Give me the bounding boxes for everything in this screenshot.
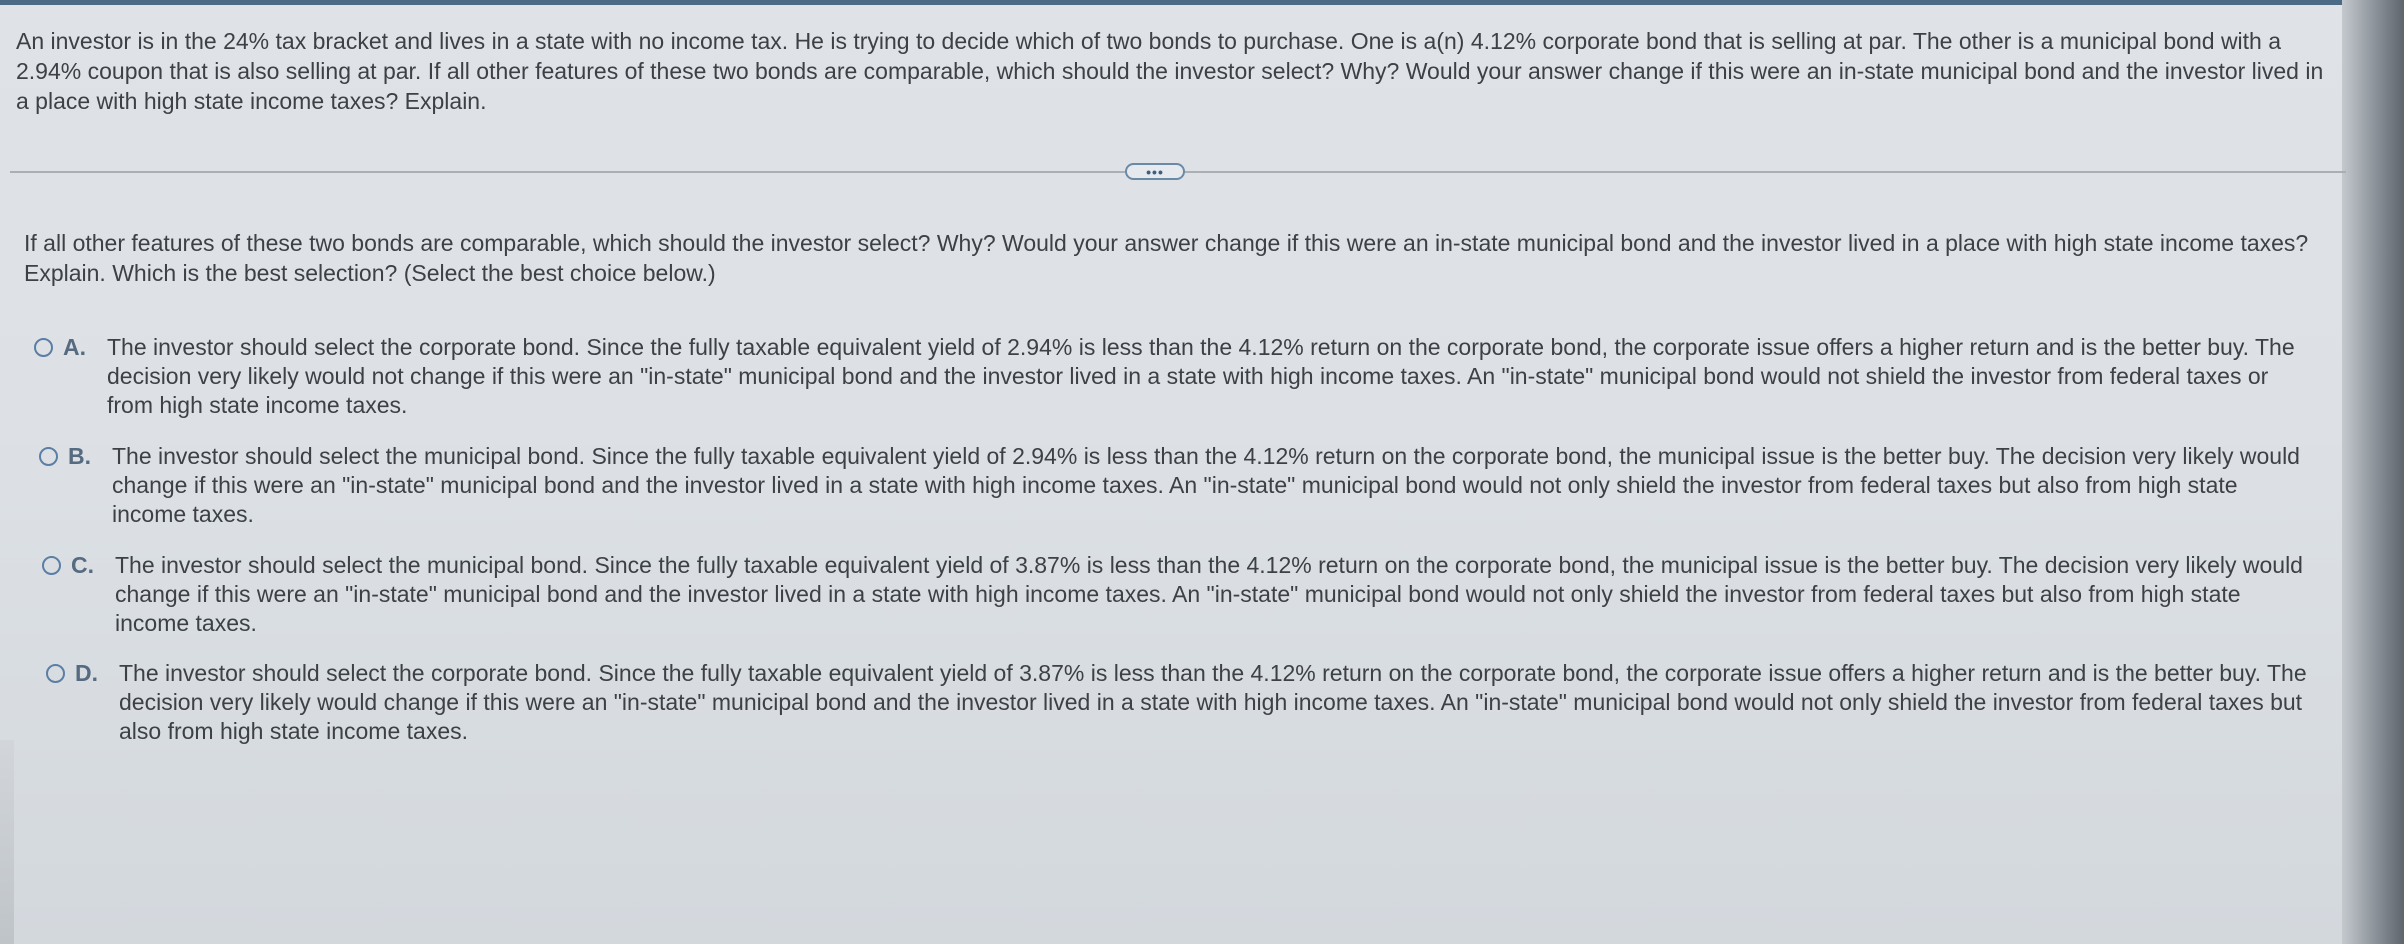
option-letter: C.: [71, 552, 94, 578]
radio-unselected-icon[interactable]: [39, 447, 58, 466]
answer-option-d[interactable]: [46, 659, 2316, 746]
radio-unselected-icon[interactable]: [46, 664, 65, 683]
option-text[interactable]: The investor should select the corporate bond. Since the fully taxable equivalent yield of 2.94% is less than the 4.12% return on the corporate bond, the corporate issue offers a higher return and is the better buy. The decision very likely would not change if this were an "in-state" municipal bond and the investor lived in a state with high income taxes. An "in-state" municipal bond would not shield the investor from federal taxes or from high state income taxes.: [107, 334, 2295, 418]
option-letter: D.: [75, 660, 98, 686]
option-text[interactable]: The investor should select the municipal bond. Since the fully taxable equivalent yield of 3.87% is less than the 4.12% return on the corporate bond, the municipal issue is the better buy. The decision very likely would change if this were an "in-state" municipal bond and the investor lived in a state with high income taxes. An "in-state" municipal bond would not only shield the investor from federal taxes but also from high state income taxes.: [115, 552, 2303, 636]
radio-unselected-icon[interactable]: [42, 556, 61, 575]
top-accent-bar: [0, 0, 2404, 5]
answer-option-a[interactable]: [34, 333, 2304, 420]
screen-edge-left: [0, 740, 14, 944]
option-letter: A.: [63, 334, 86, 360]
question-text: An investor is in the 24% tax bracket and lives in a state with no income tax. He is trying to decide which of two bonds to purchase. One is a(n) 4.12% corporate bond that is selling at par. The other is a municipal bond with a 2.94% coupon that is also selling at par. If all other features of these two bonds are comparable, which should the investor select? Why? Would your answer change if this were an in-state municipal bond and the investor lived in a place with high state income taxes? Explain.: [16, 28, 2324, 114]
screen-edge: [2342, 0, 2404, 944]
option-letter: B.: [68, 443, 91, 469]
subquestion-text: If all other features of these two bonds are comparable, which should the investor select? Why? Would your answer change if this were an in-state municipal bond and the investor lived in a place with high state income taxes? Explain. Which is the best selection? (Select the best choice below.): [24, 230, 2309, 286]
more-dots-button[interactable]: •••: [1125, 163, 1185, 180]
answer-option-b[interactable]: [39, 442, 2309, 529]
option-text[interactable]: The investor should select the corporate bond. Since the fully taxable equivalent yield of 3.87% is less than the 4.12% return on the corporate bond, the corporate issue offers a higher return and is the better buy. The decision very likely would change if this were an "in-state" municipal bond and the investor lived in a state with high income taxes. An "in-state" municipal bond would not only shield the investor from federal taxes but also from high state income taxes.: [119, 660, 2307, 744]
radio-unselected-icon[interactable]: [34, 338, 53, 357]
option-text[interactable]: The investor should select the municipal bond. Since the fully taxable equivalent yield of 2.94% is less than the 4.12% return on the corporate bond, the municipal issue is the better buy. The decision very likely would change if this were an "in-state" municipal bond and the investor lived in a state with high income taxes. An "in-state" municipal bond would not only shield the investor from federal taxes but also from high state income taxes.: [112, 443, 2300, 527]
answer-option-c[interactable]: [42, 551, 2312, 638]
